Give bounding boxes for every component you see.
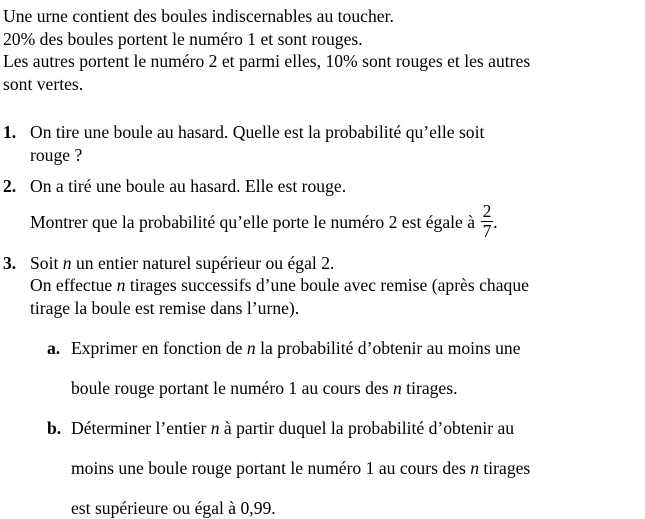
- question-1-line-1: On tire une boule au hasard. Quelle est la probabilité qu’elle soit: [30, 122, 485, 142]
- question-2-line-1: On a tiré une boule au hasard. Elle est rouge.: [30, 176, 347, 196]
- fraction-numerator: 2: [482, 200, 492, 221]
- qa-l2-text-a: boule rouge portant le numéro 1 au cours des: [71, 377, 393, 398]
- intro-block: [3, 5, 645, 95]
- q3-l2-text-a: On effectue: [30, 275, 117, 295]
- fraction-period: .: [493, 211, 498, 232]
- q3-l2-text-b: tirages successifs d’une boule avec remise (après chaque: [125, 275, 529, 295]
- subquestion-a-line-1: [71, 337, 645, 360]
- question-3-line-2: [30, 274, 645, 297]
- qa-l1-text-a: Exprimer en fonction de: [71, 337, 247, 358]
- question-3: [3, 252, 645, 320]
- question-1-line-2: rouge ?: [30, 144, 83, 165]
- question-3-line-3: tirage la boule est remise dans l’urne).: [30, 297, 300, 318]
- fraction-denominator: 7: [482, 220, 492, 241]
- intro-line-2: 20% des boules portent le numéro 1 et sont rouges.: [3, 28, 363, 49]
- question-3-subparts: [3, 337, 645, 519]
- q3-l1-variable-n: n: [62, 252, 72, 273]
- qb-l1-variable-n: n: [210, 417, 220, 438]
- question-1-number: 1.: [3, 122, 17, 142]
- q3-l1-text-a: Soit: [30, 252, 63, 273]
- intro-line-3: Les autres portent le numéro 2 et parmi elles, 10% sont rouges et les autres: [3, 51, 531, 71]
- qb-l2-text-a: moins une boule rouge portant le numéro 1 au cours des: [71, 457, 471, 478]
- intro-line-4: sont vertes.: [3, 73, 84, 94]
- q3-l2-variable-n: n: [116, 275, 126, 295]
- subquestion-b-line-2: [71, 457, 645, 480]
- question-2-number: 2.: [3, 176, 17, 196]
- question-3-number: 3.: [3, 252, 17, 273]
- qb-l1-text-a: Déterminer l’entier: [71, 417, 211, 438]
- question-1: [3, 121, 645, 166]
- qb-l1-text-b: à partir duquel la probabilité d’obtenir au: [219, 417, 515, 438]
- qb-l2-text-b: tirages: [478, 457, 531, 478]
- qa-l1-variable-n: n: [246, 337, 256, 358]
- q3-l1-text-b: un entier naturel supérieur ou égal 2.: [71, 252, 335, 273]
- question-3-line-1: [30, 252, 645, 275]
- subquestion-b-letter: b.: [47, 417, 62, 438]
- subquestion-b-line-3: est supérieure ou égal à 0,99.: [71, 497, 276, 518]
- qa-l2-text-b: tirages.: [401, 377, 458, 398]
- intro-line-1: Une urne contient des boules indiscernables au toucher.: [3, 6, 394, 26]
- question-2-line-2: [30, 200, 645, 241]
- qa-l2-variable-n: n: [392, 377, 402, 398]
- qb-l2-variable-n: n: [470, 457, 479, 478]
- question-2-statement: Montrer que la probabilité qu’elle porte le numéro 2 est égale à: [30, 211, 476, 232]
- fraction-two-sevenths: [481, 200, 493, 241]
- subquestion-b: [47, 417, 645, 519]
- qa-l1-text-b: la probabilité d’obtenir au moins une: [255, 337, 521, 358]
- subquestion-a-letter: a.: [47, 337, 61, 358]
- subquestion-b-line-1: [71, 417, 645, 440]
- subquestion-a-line-2: [71, 377, 645, 400]
- subquestion-a: [47, 337, 645, 400]
- question-2: [3, 175, 645, 241]
